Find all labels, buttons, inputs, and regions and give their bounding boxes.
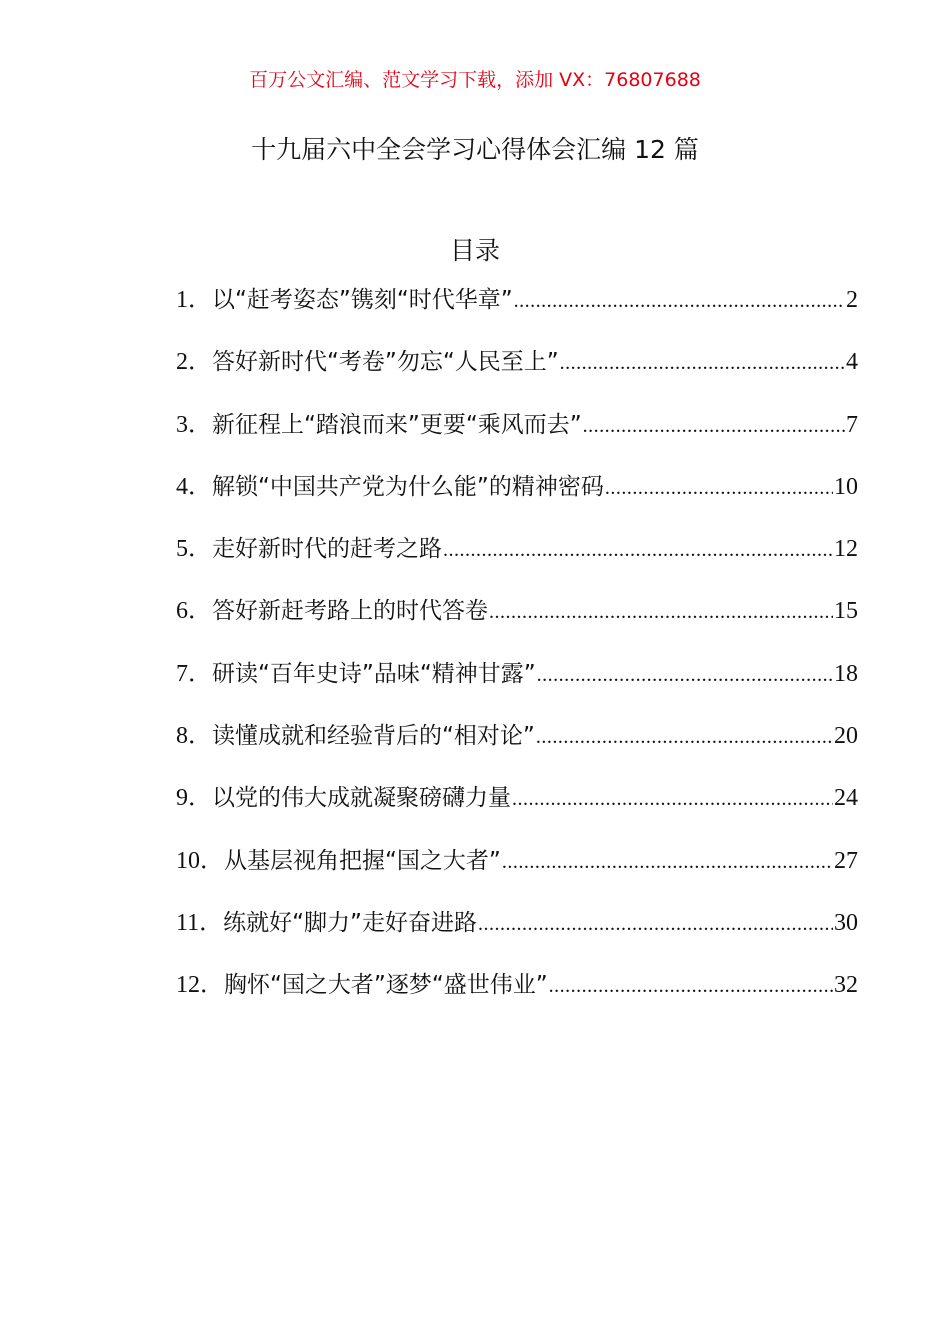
toc-leader-dots [549, 969, 833, 1003]
toc-entry-page: 32 [834, 972, 858, 999]
toc-entry[interactable] [176, 657, 858, 719]
toc-entry-title: 解锁“中国共产党为什么能”的精神密码 [212, 473, 604, 500]
toc-entry[interactable] [176, 408, 858, 470]
toc-entry-page: 30 [834, 909, 858, 936]
toc-entry[interactable] [176, 470, 858, 532]
toc-entry-title: 以“赶考姿态”镌刻“时代华章” [212, 287, 513, 313]
toc-entry-page: 24 [834, 785, 858, 812]
toc-entry-number: 1． [176, 287, 212, 313]
toc-entry-page: 18 [834, 660, 858, 687]
toc-entry[interactable] [176, 844, 858, 906]
toc-entry-title: 答好新赶考路上的时代答卷 [212, 598, 488, 625]
toc-entry[interactable] [176, 968, 858, 1030]
toc-entry[interactable] [176, 594, 858, 656]
toc-entry-title: 研读“百年史诗”品味“精神甘露” [212, 660, 536, 687]
toc-entry[interactable] [176, 532, 858, 594]
toc-leader-dots [443, 533, 833, 567]
toc-entry-title: 以党的伟大成就凝聚磅礴力量 [212, 785, 511, 812]
toc-entry-title: 新征程上“踏浪而来”更要“乘风而去” [212, 411, 582, 438]
toc-heading: 目录 [449, 236, 500, 265]
toc-entry-title: 从基层视角把握“国之大者” [224, 847, 501, 874]
toc-entry-number: 11． [176, 909, 224, 936]
toc-entry[interactable] [176, 345, 858, 407]
toc-leader-dots [502, 845, 833, 879]
toc-entry-number: 6． [176, 598, 212, 625]
toc-leader-dots [605, 471, 833, 505]
toc-entry-page: 2 [846, 287, 858, 313]
toc-leader-dots [512, 782, 833, 816]
toc-entry[interactable] [176, 283, 858, 345]
toc-entry-title: 练就好“脚力”走好奋进路 [223, 909, 477, 936]
toc-leader-dots [536, 720, 833, 754]
toc-entry[interactable] [176, 719, 858, 781]
toc-entry-title: 读懂成就和经验背后的“相对论” [212, 723, 535, 750]
toc-entry-number: 4． [176, 473, 212, 500]
toc-entry-title: 答好新时代“考卷”勿忘“人民至上” [212, 349, 559, 376]
toc-entry-number: 3． [176, 411, 212, 438]
toc-leader-dots [489, 595, 833, 629]
toc-entry-number: 2． [176, 349, 212, 376]
header-note: 百万公文汇编、范文学习下载，添加 VX：76807688 [249, 69, 701, 91]
toc-leader-dots [514, 284, 845, 318]
toc-leader-dots [560, 346, 845, 380]
toc-leader-dots [583, 409, 845, 443]
table-of-contents [176, 283, 858, 1031]
toc-leader-dots [478, 907, 833, 941]
toc-entry-page: 10 [834, 473, 858, 500]
toc-entry-title: 走好新时代的赶考之路 [212, 536, 442, 563]
toc-entry-page: 7 [846, 411, 858, 438]
toc-entry-number: 12． [176, 972, 224, 999]
toc-entry[interactable] [176, 781, 858, 843]
toc-entry-page: 15 [834, 598, 858, 625]
toc-entry-page: 12 [834, 536, 858, 563]
toc-entry-title: 胸怀“国之大者”逐梦“盛世伟业” [224, 972, 548, 999]
toc-entry-number: 10． [176, 847, 224, 874]
toc-entry-page: 27 [834, 847, 858, 874]
toc-entry-number: 7． [176, 660, 212, 687]
toc-entry-page: 20 [834, 723, 858, 750]
toc-entry-number: 9． [176, 785, 212, 812]
toc-entry-number: 8． [176, 723, 212, 750]
toc-leader-dots [537, 658, 833, 692]
document-title: 十九届六中全会学习心得体会汇编 12 篇 [251, 135, 699, 164]
toc-entry[interactable] [176, 906, 858, 968]
toc-entry-page: 4 [846, 349, 858, 376]
toc-entry-number: 5． [176, 536, 212, 563]
